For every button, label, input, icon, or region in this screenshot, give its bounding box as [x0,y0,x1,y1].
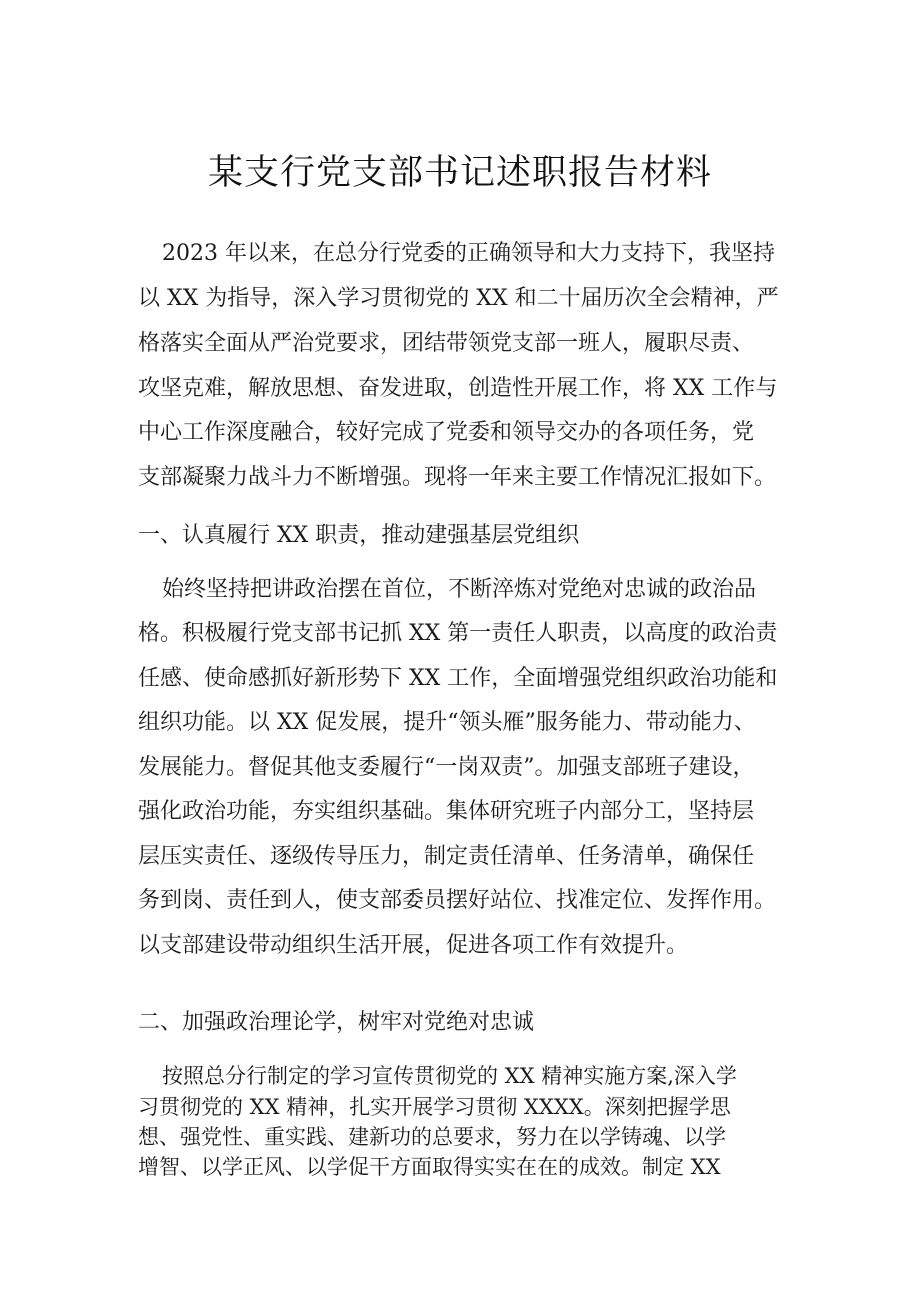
section2-line: 增智、以学正风、以学促干方面取得实实在在的成效。制定 XX [138,1155,721,1179]
section2-line: 习贯彻党的 XX 精神，扎实开展学习贯彻 XXXX。深刻把握学思 [138,1095,731,1119]
section-heading-2: 二、加强政治理论学，树牢对党绝对忠诚 [138,1010,535,1035]
intro-line: 2023 年以来，在总分行党委的正确领导和大力支持下，我坚持 [162,241,775,266]
intro-line: 攻坚克难，解放思想、奋发进取，创造性开展工作，将 XX 工作与 [138,376,778,401]
section1-line: 格。积极履行党支部书记抓 XX 第一责任人职责，以高度的政治责 [138,621,778,646]
section1-line: 始终坚持把讲政治摆在首位，不断淬炼对党绝对忠诚的政治品 [162,577,757,602]
intro-line: 以 XX 为指导，深入学习贯彻党的 XX 和二十届历次全会精神，严 [138,286,779,311]
section1-line: 发展能力。督促其他支委履行“一岗双责”。加强支部班子建设， [138,755,755,780]
intro-line: 中心工作深度融合，较好完成了党委和领导交办的各项任务，党 [138,420,755,445]
section1-line: 任感、使命感抓好新形势下 XX 工作，全面增强党组织政治功能和 [138,666,778,691]
section1-line: 务到岗、责任到人，使支部委员摆好站位、找准定位、发挥作用。 [138,888,777,913]
intro-line: 格落实全面从严治党要求，团结带领党支部一班人，履职尽责、 [138,331,755,356]
section1-line: 强化政治功能，夯实组织基础。集体研究班子内部分工，坚持层 [138,799,755,824]
section2-line: 按照总分行制定的学习宣传贯彻党的 XX 精神实施方案,深入学 [162,1064,737,1088]
section2-line: 想、强党性、重实践、建新功的总要求，努力在以学铸魂、以学 [138,1125,726,1149]
section-heading-1: 一、认真履行 XX 职责，推动建强基层党组织 [138,523,580,548]
section1-line: 组织功能。以 XX 促发展，提升“领头雁”服务能力、带动能力、 [138,710,756,735]
intro-line: 支部凝聚力战斗力不断增强。现将一年来主要工作情况汇报如下。 [138,465,777,490]
document-title: 某支行党支部书记述职报告材料 [207,153,712,193]
section1-line: 层压实责任、逐级传导压力，制定责任清单、任务清单，确保任 [138,844,755,869]
section1-line: 以支部建设带动组织生活开展，促进各项工作有效提升。 [138,933,689,958]
